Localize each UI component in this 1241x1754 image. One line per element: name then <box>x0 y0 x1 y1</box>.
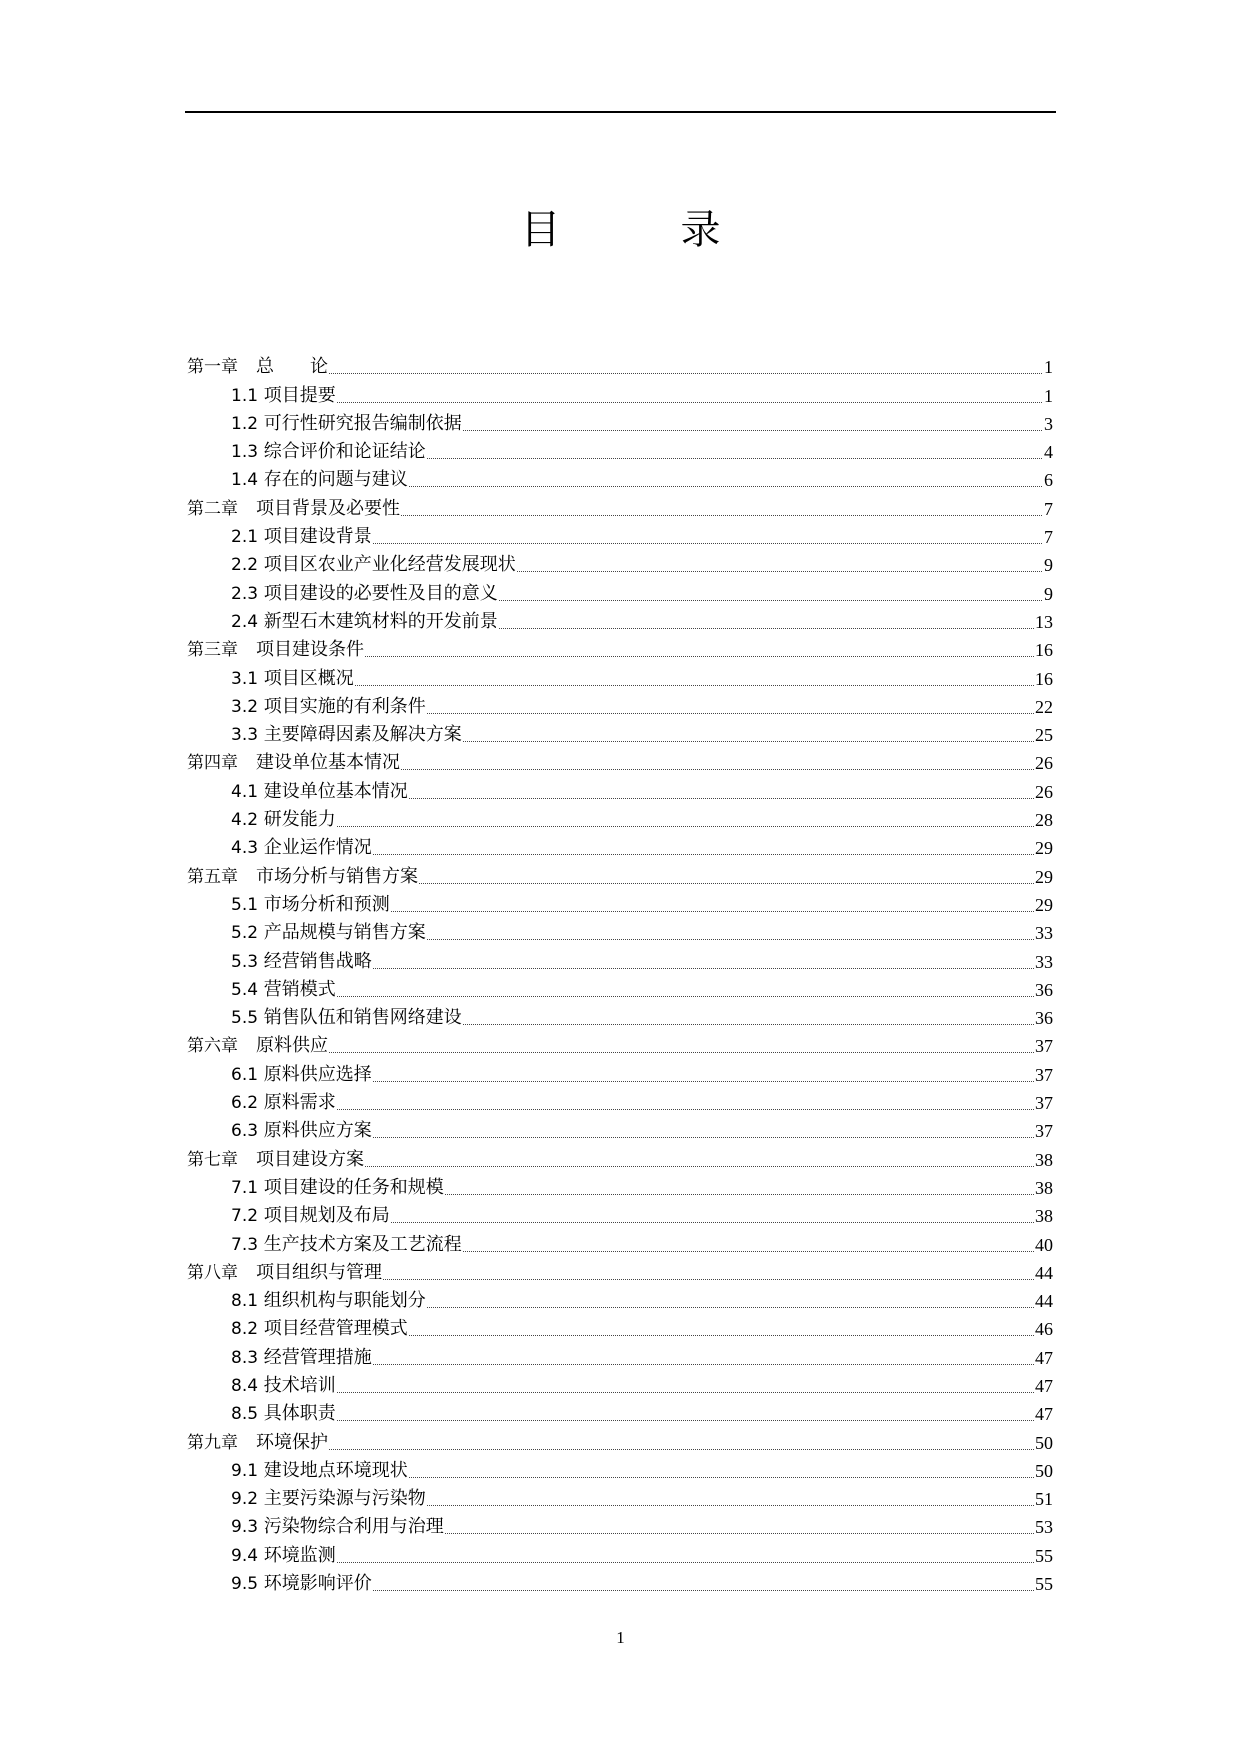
toc-dot-leader <box>365 1166 1034 1167</box>
toc-dot-leader <box>463 741 1034 742</box>
toc-page-number: 53 <box>1035 1517 1053 1538</box>
toc-dot-leader <box>373 1590 1034 1591</box>
toc-entry-number: 6.2 <box>231 1093 259 1114</box>
toc-entry-label <box>231 1573 372 1595</box>
toc-page-number: 33 <box>1035 923 1053 944</box>
toc-page-number: 16 <box>1035 668 1053 689</box>
toc-entry-number: 7.1 <box>231 1177 259 1198</box>
toc-section-entry[interactable] <box>187 1538 1053 1566</box>
toc-page-number: 29 <box>1035 894 1053 915</box>
toc-entry-text: 项目背景及必要性 <box>256 497 400 519</box>
toc-dot-leader <box>499 600 1042 601</box>
toc-page-number: 44 <box>1035 1262 1053 1283</box>
toc-entry-number: 9.1 <box>231 1460 259 1481</box>
toc-entry-label <box>187 498 400 520</box>
toc-entry-text: 项目建设背景 <box>263 526 372 548</box>
toc-entry-label <box>231 894 390 916</box>
toc-page-number: 13 <box>1035 611 1053 632</box>
toc-section-entry[interactable] <box>187 774 1053 802</box>
toc-entry-label <box>231 922 426 944</box>
toc-page-number: 50 <box>1035 1432 1053 1453</box>
toc-entry-number: 2.3 <box>231 583 259 604</box>
toc-chapter-entry[interactable] <box>187 633 1053 661</box>
toc-page-number: 26 <box>1035 781 1053 802</box>
toc-entry-number: 8.3 <box>231 1347 259 1368</box>
toc-page-number: 1 <box>1044 357 1053 378</box>
toc-entry-number: 9.3 <box>231 1517 259 1538</box>
page-number: 1 <box>616 1628 625 1647</box>
toc-entry-label <box>231 1403 336 1425</box>
toc-entry-number: 5.5 <box>231 1008 259 1029</box>
toc-entry-label <box>231 1064 372 1086</box>
toc-entry-text: 营销模式 <box>263 978 336 1000</box>
toc-entry-text: 组织机构与职能划分 <box>263 1290 426 1312</box>
toc-entry-label <box>231 1488 426 1510</box>
toc-section-entry[interactable] <box>187 1510 1053 1538</box>
toc-dot-leader <box>355 685 1034 686</box>
toc-section-entry[interactable] <box>187 1171 1053 1199</box>
toc-section-entry[interactable] <box>187 973 1053 1001</box>
header-rule <box>185 111 1056 113</box>
toc-section-entry[interactable] <box>187 1284 1053 1312</box>
toc-entry-label <box>231 1007 462 1029</box>
toc-entry-gap <box>238 1262 256 1283</box>
toc-section-entry[interactable] <box>187 1312 1053 1340</box>
toc-dot-leader <box>373 968 1034 969</box>
toc-entry-number: 第三章 <box>187 640 238 661</box>
toc-entry-text: 项目建设方案 <box>256 1148 364 1170</box>
toc-section-entry[interactable] <box>187 548 1053 576</box>
toc-page-number: 38 <box>1035 1177 1053 1198</box>
toc-entry-text: 项目组织与管理 <box>256 1261 382 1283</box>
toc-entry-label <box>231 554 516 576</box>
toc-section-entry[interactable] <box>187 1397 1053 1425</box>
toc-entry-text: 研发能力 <box>263 809 336 831</box>
toc-entry-number: 第一章 <box>187 357 238 378</box>
toc-page-number: 7 <box>1044 498 1053 519</box>
toc-entry-label <box>231 1347 372 1369</box>
toc-page-number: 38 <box>1035 1206 1053 1227</box>
toc-entry-label <box>231 951 372 973</box>
toc-page-number: 22 <box>1035 696 1053 717</box>
toc-section-entry[interactable] <box>187 378 1053 406</box>
toc-entry-text: 销售队伍和销售网络建设 <box>263 1007 462 1029</box>
toc-section-entry[interactable] <box>187 1227 1053 1255</box>
toc-entry-label <box>231 1120 372 1142</box>
toc-section-entry[interactable] <box>187 803 1053 831</box>
toc-entry-number: 1.3 <box>231 442 259 463</box>
toc-dot-leader <box>409 1477 1034 1478</box>
toc-entry-number: 3.1 <box>231 668 259 689</box>
toc-entry-label <box>231 469 408 491</box>
toc-entry-number: 8.2 <box>231 1319 259 1340</box>
toc-section-entry[interactable] <box>187 1454 1053 1482</box>
toc-chapter-entry[interactable] <box>187 350 1053 378</box>
toc-entry-label <box>187 1262 382 1284</box>
toc-entry-text: 污染物综合利用与治理 <box>263 1516 444 1538</box>
toc-title: 目 录 <box>520 207 761 253</box>
toc-entry-label <box>231 1177 444 1199</box>
toc-dot-leader <box>329 1052 1034 1053</box>
toc-section-entry[interactable] <box>187 463 1053 491</box>
toc-entry-label <box>231 583 498 605</box>
toc-entry-number: 5.4 <box>231 979 259 1000</box>
toc-entry-text: 环境保护 <box>256 1431 328 1453</box>
toc-entry-number: 第二章 <box>187 498 238 519</box>
toc-page-number: 55 <box>1035 1574 1053 1595</box>
toc-section-entry[interactable] <box>187 1340 1053 1368</box>
toc-dot-leader <box>329 373 1042 374</box>
toc-page-number: 1 <box>1044 385 1053 406</box>
toc-entry-number: 3.3 <box>231 725 259 746</box>
toc-entry-label <box>187 1035 328 1057</box>
toc-entry-number: 8.5 <box>231 1404 259 1425</box>
toc-entry-text: 生产技术方案及工艺流程 <box>263 1233 462 1255</box>
toc-entry-text: 企业运作情况 <box>263 837 372 859</box>
toc-page-number: 47 <box>1035 1347 1053 1368</box>
toc-section-entry[interactable] <box>187 576 1053 604</box>
toc-section-entry[interactable] <box>187 1001 1053 1029</box>
toc-entry-label <box>231 1318 408 1340</box>
toc-entry-number: 1.4 <box>231 470 259 491</box>
toc-entry-text: 项目实施的有利条件 <box>263 695 426 717</box>
toc-entry-text: 总 论 <box>256 356 328 378</box>
toc-page-number: 37 <box>1035 1093 1053 1114</box>
toc-dot-leader <box>383 1279 1034 1280</box>
toc-dot-leader <box>463 1024 1034 1025</box>
toc-entry-number: 5.3 <box>231 951 259 972</box>
toc-entry-label <box>231 526 372 548</box>
toc-chapter-entry[interactable] <box>187 746 1053 774</box>
toc-entry-text: 产品规模与销售方案 <box>263 922 426 944</box>
toc-entry-number: 7.3 <box>231 1234 259 1255</box>
toc-entry-text: 环境影响评价 <box>263 1573 372 1595</box>
toc-entry-label <box>231 781 408 803</box>
toc-page-number: 4 <box>1044 442 1053 463</box>
toc-entry-label <box>187 752 400 774</box>
toc-page-number: 47 <box>1035 1375 1053 1396</box>
toc-entry-number: 第九章 <box>187 1432 238 1453</box>
toc-dot-leader <box>365 656 1034 657</box>
toc-entry-label <box>231 724 462 746</box>
toc-entry-text: 项目建设的必要性及目的意义 <box>263 582 498 604</box>
toc-section-entry[interactable] <box>187 407 1053 435</box>
toc-chapter-entry[interactable] <box>187 859 1053 887</box>
toc-entry-text: 综合评价和论证结论 <box>263 441 426 463</box>
toc-dot-leader <box>427 713 1034 714</box>
toc-chapter-entry[interactable] <box>187 1425 1053 1453</box>
toc-entry-gap <box>238 1035 256 1056</box>
toc-entry-number: 第六章 <box>187 1036 238 1057</box>
toc-entry-number: 4.1 <box>231 781 259 802</box>
toc-dot-leader <box>409 486 1042 487</box>
toc-chapter-entry[interactable] <box>187 491 1053 519</box>
toc-entry-gap <box>238 866 256 887</box>
toc-dot-leader <box>391 1222 1034 1223</box>
toc-entry-text: 原料供应选择 <box>263 1063 372 1085</box>
toc-section-entry[interactable] <box>187 690 1053 718</box>
toc-section-entry[interactable] <box>187 888 1053 916</box>
toc-page-number: 26 <box>1035 753 1053 774</box>
toc-entry-label <box>231 1375 336 1397</box>
toc-entry-text: 环境监测 <box>263 1544 336 1566</box>
toc-page-number: 36 <box>1035 1008 1053 1029</box>
toc-entry-label <box>231 1460 408 1482</box>
toc-page-number: 9 <box>1044 583 1053 604</box>
toc-dot-leader <box>427 939 1034 940</box>
toc-entry-text: 项目区农业产业化经营发展现状 <box>263 554 516 576</box>
toc-entry-number: 第四章 <box>187 753 238 774</box>
toc-page-number: 28 <box>1035 810 1053 831</box>
toc-entry-number: 9.5 <box>231 1574 259 1595</box>
toc-entry-number: 1.1 <box>231 385 259 406</box>
toc-page-number: 16 <box>1035 640 1053 661</box>
toc-entry-number: 4.3 <box>231 838 259 859</box>
toc-section-entry[interactable] <box>187 1567 1053 1595</box>
toc-entry-label <box>231 979 336 1001</box>
toc-page-number: 51 <box>1035 1489 1053 1510</box>
toc-dot-leader <box>401 515 1042 516</box>
toc-entry-label <box>231 611 498 633</box>
toc-dot-leader <box>337 1420 1034 1421</box>
toc-entry-text: 项目经营管理模式 <box>263 1318 408 1340</box>
toc-entry-text: 技术培训 <box>263 1374 336 1396</box>
toc-section-entry[interactable] <box>187 831 1053 859</box>
toc-entry-label <box>231 1092 336 1114</box>
toc-section-entry[interactable] <box>187 1482 1053 1510</box>
toc-entry-text: 项目区概况 <box>263 667 354 689</box>
toc-page-number: 40 <box>1035 1234 1053 1255</box>
toc-section-entry[interactable] <box>187 718 1053 746</box>
toc-dot-leader <box>373 854 1034 855</box>
toc-entry-gap <box>238 498 256 519</box>
toc-dot-leader <box>337 996 1034 997</box>
toc-section-entry[interactable] <box>187 1086 1053 1114</box>
toc-dot-leader <box>445 1194 1034 1195</box>
toc-page-number: 44 <box>1035 1291 1053 1312</box>
toc-dot-leader <box>337 1562 1034 1563</box>
toc-entry-text: 项目建设的任务和规模 <box>263 1176 444 1198</box>
toc-dot-leader <box>329 1449 1034 1450</box>
toc-entry-number: 2.2 <box>231 555 259 576</box>
toc-entry-number: 2.1 <box>231 527 259 548</box>
toc-section-entry[interactable] <box>187 435 1053 463</box>
toc-page-number: 33 <box>1035 951 1053 972</box>
toc-entry-label <box>187 1432 328 1454</box>
toc-entry-number: 2.4 <box>231 611 259 632</box>
toc-page-number: 37 <box>1035 1036 1053 1057</box>
toc-entry-number: 6.3 <box>231 1121 259 1142</box>
toc-page-number: 36 <box>1035 979 1053 1000</box>
toc-dot-leader <box>427 1505 1034 1506</box>
toc-entry-label <box>231 1205 390 1227</box>
toc-entry-text: 具体职责 <box>263 1403 336 1425</box>
toc-entry-text: 原料供应方案 <box>263 1120 372 1142</box>
toc-section-entry[interactable] <box>187 1057 1053 1085</box>
toc-entry-label <box>187 866 418 888</box>
toc-section-entry[interactable] <box>187 605 1053 633</box>
toc-page-number: 29 <box>1035 866 1053 887</box>
toc-dot-leader <box>409 1335 1034 1336</box>
toc-dot-leader <box>337 1109 1034 1110</box>
toc-entry-text: 新型石木建筑材料的开发前景 <box>263 610 498 632</box>
toc-entry-text: 项目建设条件 <box>256 639 364 661</box>
toc-dot-leader <box>373 543 1042 544</box>
toc-section-entry[interactable] <box>187 1369 1053 1397</box>
toc-entry-text: 可行性研究报告编制依据 <box>263 412 462 434</box>
toc-dot-leader <box>427 458 1042 459</box>
toc-page-number: 37 <box>1035 1121 1053 1142</box>
toc-entry-label <box>231 1290 426 1312</box>
toc-page-number: 47 <box>1035 1404 1053 1425</box>
toc-entry-label <box>187 356 328 378</box>
toc-section-entry[interactable] <box>187 1114 1053 1142</box>
toc-entry-text: 原料供应 <box>256 1035 328 1057</box>
toc-entry-gap <box>238 1432 256 1453</box>
toc-section-entry[interactable] <box>187 520 1053 548</box>
toc-entry-number: 9.4 <box>231 1545 259 1566</box>
toc-entry-number: 5.1 <box>231 894 259 915</box>
toc-chapter-entry[interactable] <box>187 1256 1053 1284</box>
toc-entry-label <box>231 837 372 859</box>
toc-dot-leader <box>337 826 1034 827</box>
toc-entry-label <box>231 696 426 718</box>
toc-dot-leader <box>373 1081 1034 1082</box>
toc-entry-label <box>231 1545 336 1567</box>
toc-entry-text: 建设单位基本情况 <box>263 780 408 802</box>
toc-entry-text: 经营销售战略 <box>263 950 372 972</box>
toc-entry-number: 3.2 <box>231 696 259 717</box>
toc-dot-leader <box>373 1364 1034 1365</box>
toc-section-entry[interactable] <box>187 944 1053 972</box>
toc-chapter-entry[interactable] <box>187 1142 1053 1170</box>
table-of-contents <box>187 350 1053 1595</box>
toc-page-number: 6 <box>1044 470 1053 491</box>
toc-section-entry[interactable] <box>187 661 1053 689</box>
toc-page-number: 25 <box>1035 725 1053 746</box>
toc-entry-number: 第五章 <box>187 866 238 887</box>
toc-page-number: 29 <box>1035 838 1053 859</box>
toc-page-number: 46 <box>1035 1319 1053 1340</box>
toc-page-number: 9 <box>1044 555 1053 576</box>
toc-entry-text: 市场分析与销售方案 <box>256 865 418 887</box>
toc-entry-number: 4.2 <box>231 810 259 831</box>
toc-entry-number: 9.2 <box>231 1489 259 1510</box>
toc-entry-number: 8.1 <box>231 1291 259 1312</box>
toc-entry-number: 1.2 <box>231 413 259 434</box>
toc-dot-leader <box>427 1307 1034 1308</box>
toc-entry-text: 项目提要 <box>263 384 336 406</box>
toc-entry-text: 存在的问题与建议 <box>263 469 408 491</box>
toc-dot-leader <box>337 1392 1034 1393</box>
toc-page-number: 55 <box>1035 1545 1053 1566</box>
toc-dot-leader <box>409 798 1034 799</box>
toc-dot-leader <box>419 883 1034 884</box>
toc-dot-leader <box>445 1533 1034 1534</box>
toc-entry-label <box>231 1516 444 1538</box>
toc-entry-label <box>231 668 354 690</box>
toc-page-number: 37 <box>1035 1064 1053 1085</box>
toc-entry-text: 项目规划及布局 <box>263 1205 390 1227</box>
toc-page-number: 7 <box>1044 527 1053 548</box>
toc-dot-leader <box>373 1137 1034 1138</box>
toc-entry-label <box>187 1149 364 1171</box>
toc-dot-leader <box>463 1251 1034 1252</box>
toc-dot-leader <box>401 769 1034 770</box>
toc-entry-label <box>231 385 336 407</box>
toc-entry-label <box>231 1234 462 1256</box>
toc-dot-leader <box>391 911 1034 912</box>
toc-page-number: 3 <box>1044 413 1053 434</box>
toc-entry-label <box>231 809 336 831</box>
toc-entry-text: 建设单位基本情况 <box>256 752 400 774</box>
toc-section-entry[interactable] <box>187 916 1053 944</box>
toc-chapter-entry[interactable] <box>187 1029 1053 1057</box>
toc-entry-text: 主要障碍因素及解决方案 <box>263 724 462 746</box>
toc-entry-number: 8.4 <box>231 1375 259 1396</box>
toc-entry-gap <box>238 639 256 660</box>
toc-dot-leader <box>499 628 1034 629</box>
toc-entry-number: 第七章 <box>187 1149 238 1170</box>
toc-entry-number: 5.2 <box>231 923 259 944</box>
toc-page-number: 50 <box>1035 1460 1053 1481</box>
toc-entry-number: 7.2 <box>231 1206 259 1227</box>
toc-entry-text: 市场分析和预测 <box>263 893 390 915</box>
toc-page-number: 38 <box>1035 1149 1053 1170</box>
toc-entry-gap <box>238 356 256 377</box>
toc-entry-text: 原料需求 <box>263 1092 336 1114</box>
toc-entry-gap <box>238 752 256 773</box>
toc-entry-label <box>187 639 364 661</box>
toc-dot-leader <box>463 430 1042 431</box>
toc-entry-label <box>231 413 462 435</box>
toc-entry-label <box>231 441 426 463</box>
toc-entry-number: 第八章 <box>187 1262 238 1283</box>
toc-entry-text: 主要污染源与污染物 <box>263 1488 426 1510</box>
toc-section-entry[interactable] <box>187 1199 1053 1227</box>
toc-dot-leader <box>337 402 1042 403</box>
toc-entry-text: 经营管理措施 <box>263 1346 372 1368</box>
toc-entry-number: 6.1 <box>231 1064 259 1085</box>
toc-dot-leader <box>517 571 1042 572</box>
toc-entry-gap <box>238 1149 256 1170</box>
toc-entry-text: 建设地点环境现状 <box>263 1459 408 1481</box>
